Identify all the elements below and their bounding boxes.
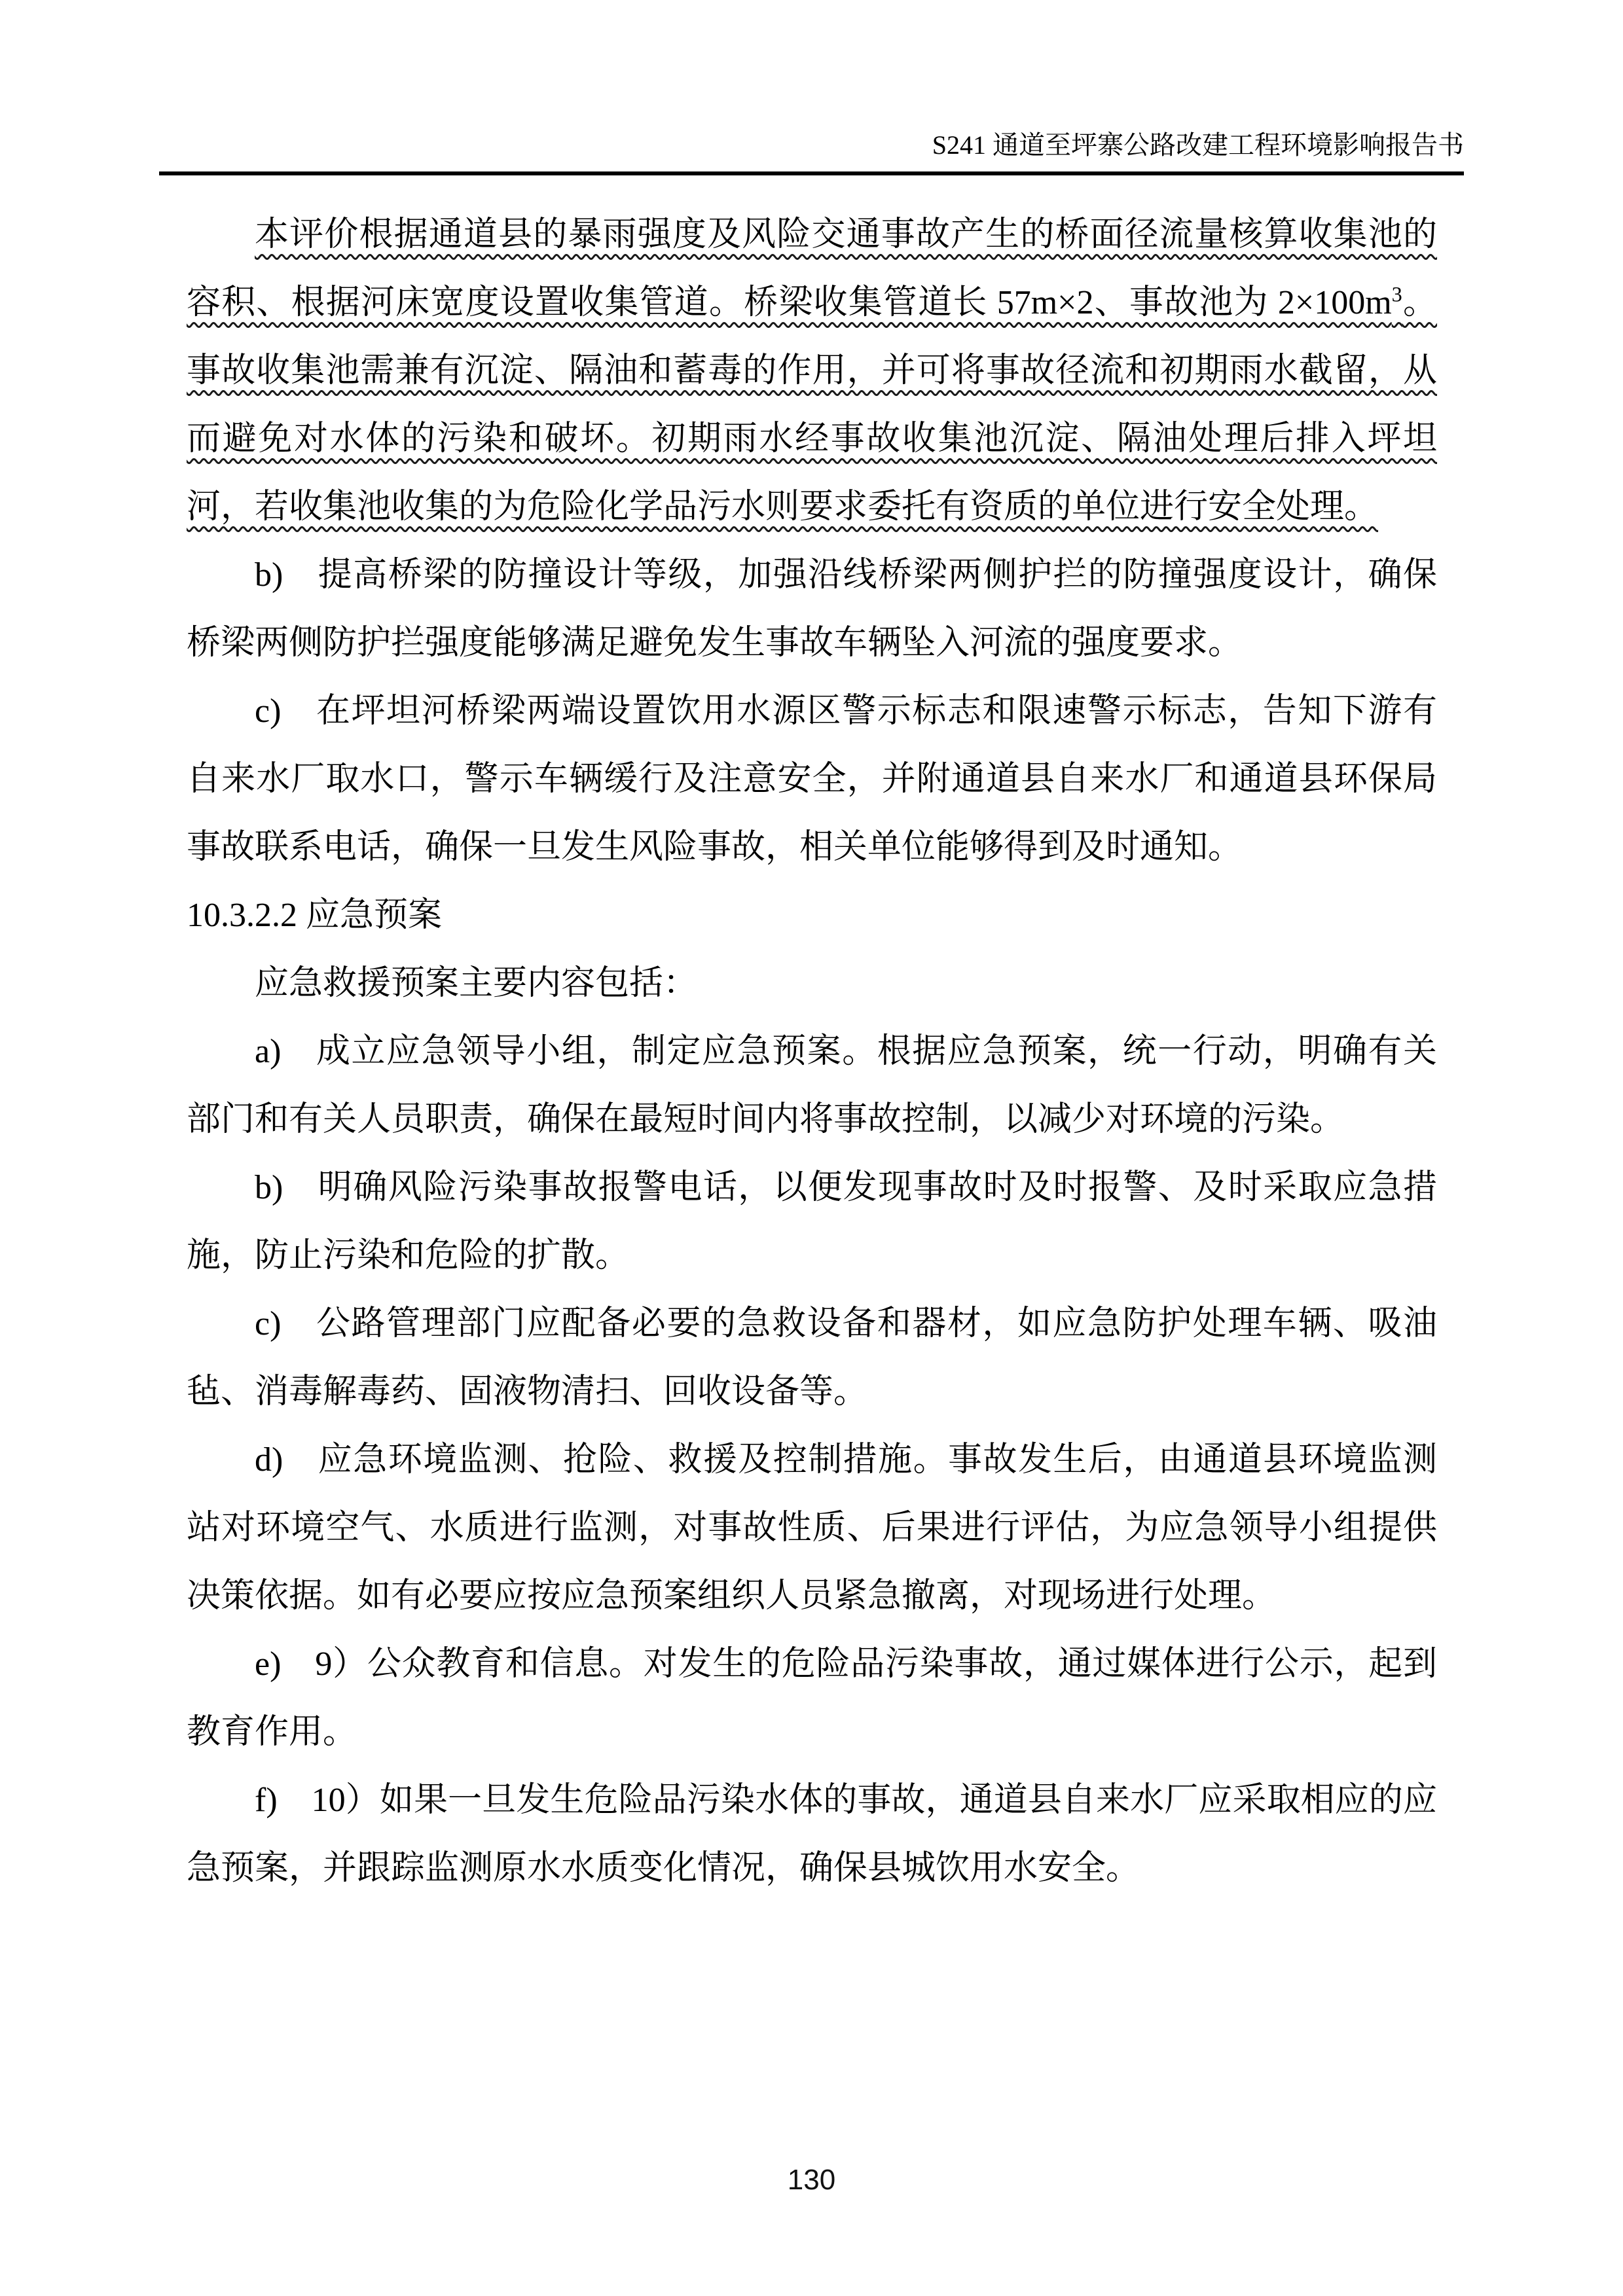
list-item-b-alarm-phone: b) 明确风险污染事故报警电话，以便发现事故时及时报警、及时采取应急措施，防止污染和危险的扩散。 (187, 1169, 1437, 1274)
page-number: 130 (787, 2164, 836, 2196)
section-heading-10-3-2-2: 10.3.2.2 应急预案 (187, 897, 443, 934)
list-item-c-warning-signs: c) 在坪坦河桥梁两端设置饮用水源区警示标志和限速警示标志，告知下游有自来水厂取水口，警示车辆缓行及注意安全，并附通道县自来水厂和通道县环保局事故联系电话，确保一旦发生风险事故，相关单位能够得到及时通知。 (187, 692, 1437, 866)
list-item-a-leading-group: a) 成立应急领导小组，制定应急预案。根据应急预案，统一行动，明确有关部门和有关人员职责，确保在最短时间内将事故控制，以减少对环境的污染。 (187, 1033, 1437, 1138)
list-item-e-public-education: e) 9）公众教育和信息。对发生的危险品污染事故，通过媒体进行公示，起到教育作用。 (187, 1645, 1437, 1751)
document-body (187, 201, 1437, 1903)
paragraph-collection-pool-text-1: 本评价根据通道县的暴雨强度及风险交通事故产生的桥面径流量核算收集池的容积、根据河床宽度设置收集管道。桥梁收集管道长 57m×2、事故池为 2×100m (187, 216, 1437, 321)
list-item-c-rescue-equipment: c) 公路管理部门应配备必要的急救设备和器材，如应急防护处理车辆、吸油毡、消毒解毒药、固液物清扫、回收设备等。 (187, 1305, 1437, 1410)
header-rule (159, 171, 1464, 175)
page-header-title: S241 通道至坪寨公路改建工程环境影响报告书 (932, 130, 1464, 160)
paragraph-collection-pool (187, 201, 1437, 541)
list-item-f-waterworks-plan: f) 10）如果一旦发生危险品污染水体的事故，通道县自来水厂应采取相应的应急预案，并跟踪监测原水水质变化情况，确保县城饮用水安全。 (187, 1782, 1437, 1887)
list-item-b-bridge-guardrail: b) 提高桥梁的防撞设计等级，加强沿线桥梁两侧护拦的防撞强度设计，确保桥梁两侧防护拦强度能够满足避免发生事故车辆坠入河流的强度要求。 (187, 556, 1437, 662)
list-item-d-emergency-monitoring: d) 应急环境监测、抢险、救援及控制措施。事故发生后，由通道县环境监测站对环境空气、水质进行监测，对事故性质、后果进行评估，为应急领导小组提供决策依据。如有必要应按应急预案组织人员紧急撤离，对现场进行处理。 (187, 1441, 1437, 1615)
paragraph-collection-pool-text-2: 。事故收集池需兼有沉淀、隔油和蓄毒的作用，并可将事故径流和初期雨水截留，从而避免对水体的污染和破坏。初期雨水经事故收集池沉淀、隔油处理后排入坪坦河，若收集池收集的为危险化学品污水则要求委托有资质的单位进行安全处理。 (187, 284, 1437, 526)
superscript-cubic: 3 (1391, 282, 1402, 306)
paragraph-plan-intro: 应急救援预案主要内容包括： (255, 965, 698, 1002)
